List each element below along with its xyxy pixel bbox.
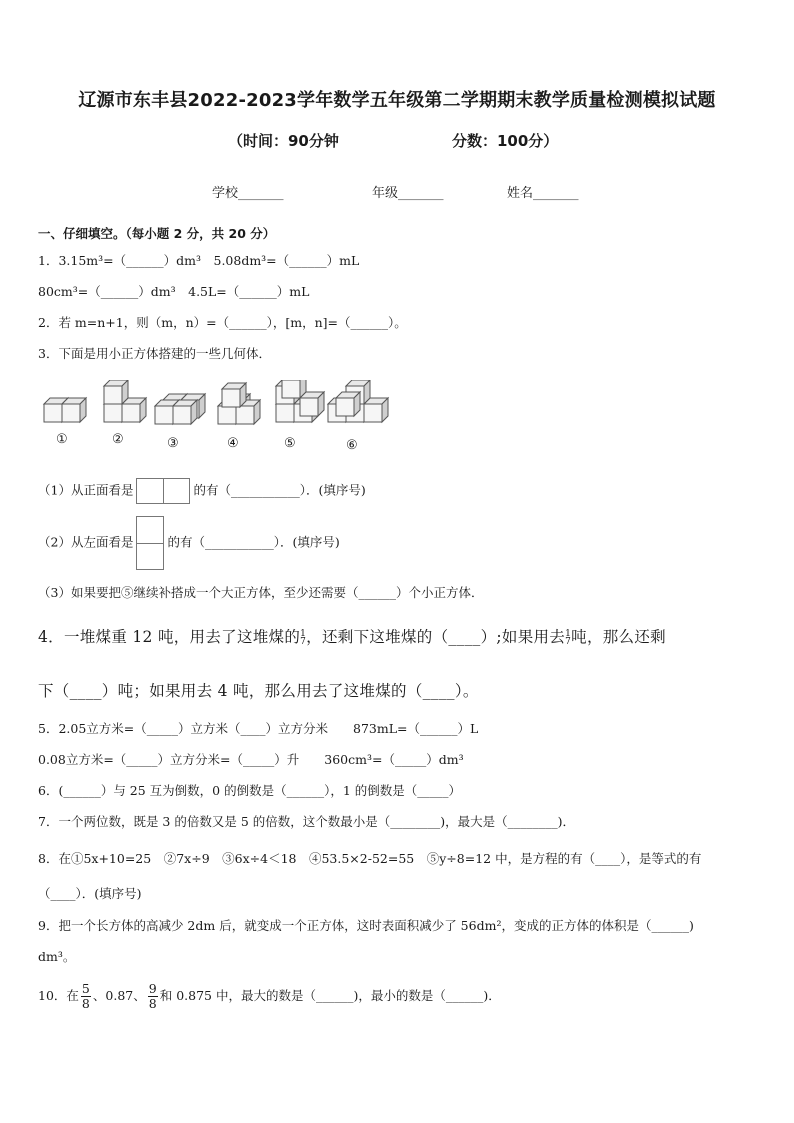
figure-5 [276,380,324,422]
question-4a [38,625,666,647]
question-9b: dm³。 [38,949,76,964]
exam-score: 分数：100分） [452,132,559,150]
figure-label-5: ⑤ [284,436,296,451]
question-5a: 5．2.05立方米=（_____）立方米（____）立方分米 873mL=（______）L [38,721,479,736]
q3-2-prefix: （2）从左面看是 [38,534,134,550]
school-field: 学校_______ [212,186,284,201]
section-heading: 一、仔细填空。（每小题 2 分，共 20 分） [38,226,276,241]
q10-frac2-den: 8 [148,996,157,1011]
q10-part-3: 和 0.875 中，最大的数是（______)，最小的数是（______)． [159,988,501,1003]
grade-field: 年级_______ [372,186,444,201]
name-field: 姓名_______ [507,186,579,201]
q4-part-3: 吨，那么还剩 [571,628,666,646]
figure-label-6: ⑥ [346,438,358,453]
q10-fraction-1 [81,982,91,1011]
question-3-1 [38,478,366,504]
question-3-stem: 3．下面是用小正方体搭建的一些几何体． [38,346,271,361]
question-1b: 80cm³=（______）dm³ 4.5L=（______）mL [38,284,310,299]
q4-frac1-den: 7 [300,637,307,647]
figure-label-2: ② [112,432,124,447]
q10-frac2-num: 9 [148,981,157,996]
figure-label-1: ① [56,432,68,447]
question-4b: 下（____）吨；如果用去 4 吨，那么用去了这堆煤的（____）。 [38,682,479,700]
q4-frac2-den: 7 [565,637,572,647]
cube-figures [38,380,398,460]
q3-1-suffix: 的有（___________）．(填序号) [193,482,366,498]
figure-4 [218,383,260,424]
front-view-shape [136,478,190,504]
question-8a: 8．在①5x+10=25 ②7x÷9 ③6x÷4＜18 ④53.5×2-52=55 ⑤y÷8=12 中，是方程的有（____），是等式的有 [38,851,702,866]
question-5b: 0.08立方米=（_____）立方分米=（_____）升 360cm³=（_____）dm³ [38,752,464,767]
question-3-2 [38,516,340,570]
q3-2-suffix: 的有（___________）．(填序号) [167,534,340,550]
question-9a: 9．把一个长方体的高减少 2dm 后，就变成一个正方体，这时表面积减少了 56dm²，变成的正方体的体积是（______) [38,918,694,933]
q10-frac1-num: 5 [81,981,90,996]
figure-3 [155,394,205,424]
left-view-shape [136,516,164,570]
q10-frac1-den: 8 [81,996,90,1011]
exam-time: （时间：90分钟 [228,132,339,150]
q10-part-2: 、0.87、 [92,988,146,1003]
figure-1 [44,398,86,422]
question-10 [38,982,501,1011]
page-title: 辽源市东丰县2022-2023学年数学五年级第二学期期末教学质量检测模拟试题 [78,90,716,111]
question-7: 7．一个两位数，既是 3 的倍数又是 5 的倍数，这个数最小是（________)，最大是（________)． [38,814,576,829]
question-2: 2．若 m=n+1，则（m，n）=（______），[m，n]=（______）。 [38,315,407,330]
q3-1-prefix: （1）从正面看是 [38,482,134,498]
q10-fraction-2 [148,982,158,1011]
figure-label-4: ④ [227,436,239,451]
figure-label-3: ③ [167,436,179,451]
question-8b: （____）．(填序号) [38,886,142,901]
question-6: 6．(______）与 25 互为倒数，0 的倒数是（______），1 的倒数是（_____） [38,783,462,798]
q4-frac1-num: 1 [300,629,307,639]
q4-frac2-num: 1 [565,629,572,639]
cube-figures-drawing [38,380,398,460]
q4-part-2: ，还剩下这堆煤的（____）;如果用去 [306,628,566,646]
q10-part-1: 10．在 [38,988,79,1003]
figure-2 [104,380,146,422]
figure-6 [328,380,388,422]
q4-part-1: 4．一堆煤重 12 吨，用去了这堆煤的 [38,628,301,646]
question-3-3: （3）如果要把⑤继续补搭成一个大正方体，至少还需要（______）个小正方体． [38,585,484,600]
question-1a: 1．3.15m³=（______）dm³ 5.08dm³=（______）mL [38,253,360,268]
